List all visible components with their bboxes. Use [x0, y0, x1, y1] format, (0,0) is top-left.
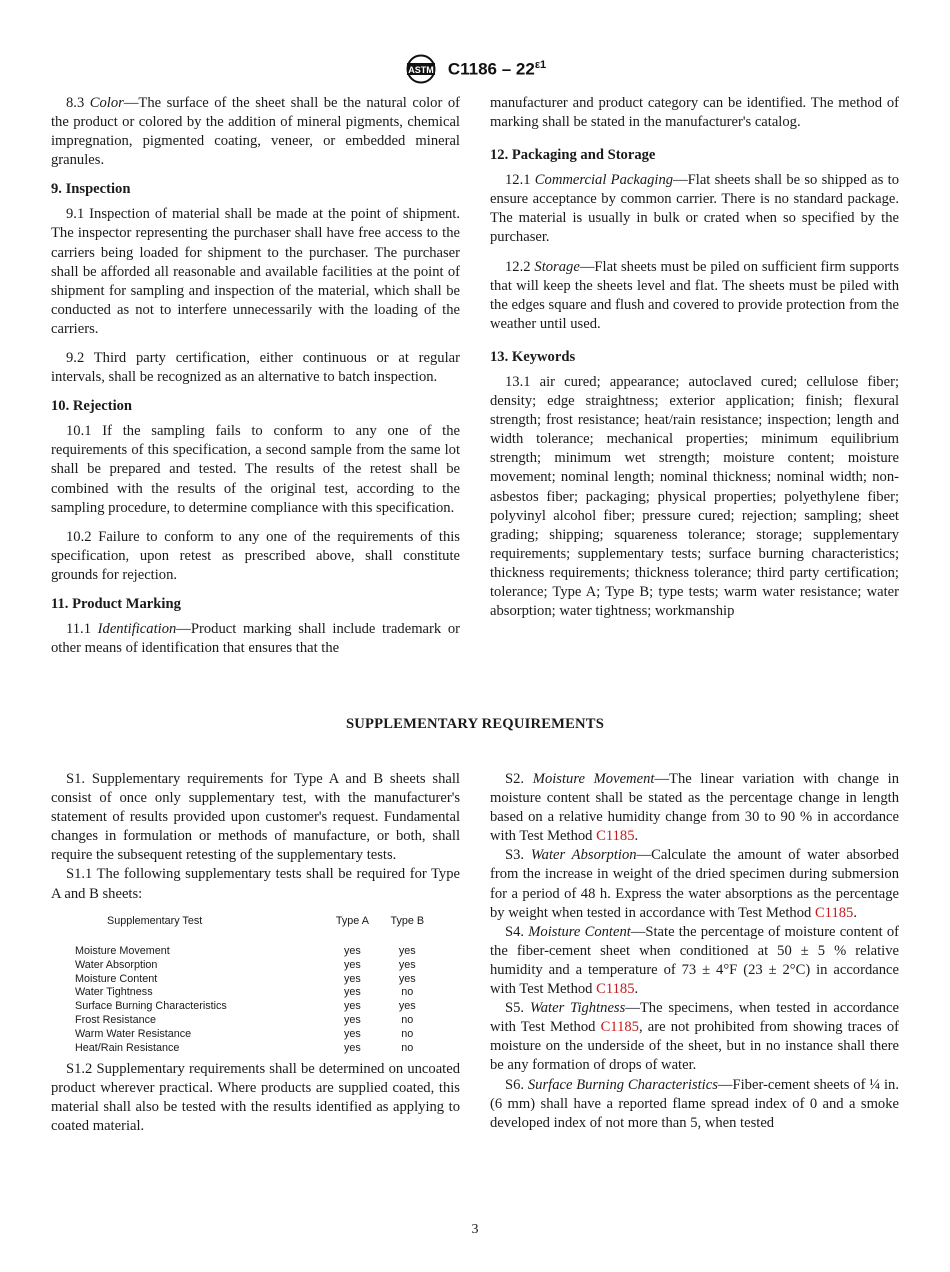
- cell-type-a: yes: [344, 1000, 361, 1013]
- table-row: [75, 945, 435, 959]
- section-9-heading: 9. Inspection: [51, 181, 131, 198]
- cell-type-b: no: [401, 1042, 414, 1055]
- cell-test: Frost Resistance: [75, 1014, 157, 1027]
- paragraph-s5: S5. Water Tightness—The specimens, when tested in accordance with Test Method C1185, are not prohibited from showing traces of moisture on the underside of the sheet, but in no instance shall there be any formation of drops of water.: [490, 1000, 899, 1074]
- supplementary-tests-table: [75, 912, 435, 1056]
- column-header: Supplementary Test: [107, 914, 203, 927]
- supplementary-requirements-heading: SUPPLEMENTARY REQUIREMENTS: [345, 716, 605, 732]
- c1185-link[interactable]: C1185: [600, 1019, 639, 1036]
- cell-type-b: yes: [398, 958, 416, 971]
- cell-type-a: yes: [344, 1014, 361, 1027]
- section-12-heading: 12. Packaging and Storage: [490, 147, 656, 164]
- left-column-bottom: [51, 770, 460, 1136]
- paragraph-10-2: 10.2 Failure to conform to any one of the requirements of this specification, upon retest as prescribed above, shall constitute grounds for rejection.: [51, 528, 460, 583]
- c1185-link[interactable]: C1185: [596, 828, 635, 845]
- astm-logo: [404, 54, 438, 84]
- cell-type-b: yes: [398, 944, 416, 957]
- paragraph-8-3: 8.3 Color—The surface of the sheet shall be the natural color of the product or colored by the addition of mineral pigments, chemical impregnation, pigmented coating, veneer, or embedded mineral granules.: [51, 95, 460, 169]
- svg-text:ASTM: ASTM: [408, 65, 434, 75]
- cell-type-a: yes: [344, 958, 361, 971]
- document-designation: $C1186 - 22^{\varepsilon 1}$: [447, 58, 547, 79]
- section-13-heading: 13. Keywords: [490, 348, 576, 365]
- paragraph-12-1: 12.1 Commercial Packaging—Flat sheets shall be so shipped as to ensure acceptance by common carrier. There is no standard package. The material is usually in bulk or crated when so specified by the purchaser.: [490, 172, 899, 246]
- cell-type-a: yes: [344, 1042, 361, 1055]
- table-row: [75, 1000, 435, 1014]
- c1185-link[interactable]: C1185: [814, 904, 854, 921]
- left-column-top: [51, 94, 460, 658]
- column-header: Type B: [390, 914, 425, 927]
- paragraph-11-1-continued: manufacturer and product category can be identified. The method of marking shall be stated in the manufacturer's catalog.: [490, 95, 899, 131]
- table-row: [75, 959, 435, 973]
- paragraph-9-1: 9.1 Inspection of material shall be made at the point of shipment. The inspector representing the purchaser shall have free access to the carriers being loaded for shipment to the purchaser. The purchaser shall be afforded all reasonable and available facilities at the point of shipment for sampling and inspection of the material, which shall be conducted as not to interfere unnecessarily with the loading of the carriers.: [51, 206, 460, 337]
- section-10-heading: 10. Rejection: [51, 398, 133, 415]
- cell-type-a: yes: [344, 972, 361, 985]
- cell-type-b: yes: [398, 1000, 416, 1013]
- section-11-heading: 11. Product Marking: [51, 595, 181, 612]
- paragraph-9-2: 9.2 Third party certification, either continuous or at regular intervals, shall be recognized as an alternative to batch inspection.: [51, 350, 460, 386]
- paragraph-s6: S6. Surface Burning Characteristics—Fiber-cement sheets of ¼ in. (6 mm) shall have a reported flame spread index of 0 and a smoke developed index of not more than 5, when tested: [490, 1076, 899, 1131]
- cell-test: Moisture Movement: [75, 944, 170, 957]
- right-column-bottom: [490, 770, 899, 1133]
- paragraph-11-1: 11.1 Identification—Product marking shall include trademark or other means of identification that ensures that the: [51, 620, 460, 657]
- cell-type-a: yes: [344, 944, 361, 957]
- cell-test: Warm Water Resistance: [75, 1028, 192, 1041]
- table-row: [75, 1042, 435, 1056]
- page-number: 3: [471, 1222, 479, 1237]
- cell-type-b: yes: [398, 972, 416, 985]
- paragraph-s1: S1. Supplementary requirements for Type A and B sheets shall consist of once only supplementary test, with the manufacturer's statement of results provided upon customer's request. Fundamental changes in formulation or methods of manufacture, or both, shall require the subsequent retesting of the supplementary tests.: [51, 771, 460, 864]
- table-row: [75, 986, 435, 1000]
- page-header: [0, 54, 950, 84]
- right-column-top: [490, 94, 899, 621]
- cell-test: Water Tightness: [75, 986, 153, 999]
- cell-test: Surface Burning Characteristics: [75, 1000, 227, 1013]
- paragraph-13-1: 13.1 air cured; appearance; autoclaved cured; cellulose fiber; density; edge straightness; exterior application; finish; flexural strength; frost resistance; heat/rain resistance; inspection; length and width tolerance; mechanical properties; minimum equilibrium strength; minimum wet strength; moisture content; moisture movement; nominal length; nominal thickness; nominal width; non-asbestos fiber; packaging; physical properties; polyethylene fiber; polyvinyl alcohol fiber; pressure cured; rejection; sampling; sheet grading; shipping; squareness tolerance; storage; supplementary requirements; supplementary tests; surface burning characteristics; thickness requirements; thickness tolerance; third party certification; tolerance; Type A; Type B; type tests; warm water resistance; water absorption; water tightness; workmanship: [490, 373, 899, 620]
- paragraph-s1-1: S1.1 The following supplementary tests shall be required for Type A and B sheets:: [51, 866, 460, 902]
- cell-type-b: no: [401, 986, 414, 999]
- cell-test: Water Absorption: [75, 958, 158, 971]
- paragraph-12-2: 12.2 Storage—Flat sheets must be piled on sufficient firm supports that will keep the sheets level and flat. The sheets must be piled with the edges square and flush and covered to provide protection from the weather until used.: [490, 258, 900, 332]
- cell-test: Heat/Rain Resistance: [75, 1042, 180, 1055]
- cell-type-b: no: [401, 1014, 414, 1027]
- paragraph-10-1: 10.1 If the sampling fails to conform to any one of the requirements of this specification, a second sample from the same lot shall be prepared and tested. The results of the retest shall be combined with the results of the original test, according to the sampling procedure, to determine compliance with this specification.: [51, 423, 460, 516]
- paragraph-s4: S4. Moisture Content—State the percentage of moisture content of the fiber-cement sheet when conditioned at 50 ± 5 % relative humidity and a temperature of 73 ± 4°F (23 ± 2°C) in accordance with Test Method C1185.: [490, 923, 899, 998]
- cell-type-a: yes: [344, 1028, 361, 1041]
- table-row: [75, 973, 435, 987]
- paragraph-s2: S2. Moisture Movement—The linear variation with change in moisture content shall be stated as the percentage change in length based on a relative humidity change from 30 to 90 % in accordance with Test Method C1185.: [490, 771, 899, 845]
- table-row: [75, 1014, 435, 1028]
- paragraph-s1-2: S1.2 Supplementary requirements shall be determined on uncoated product wherever practical. Where products are supplied coated, this material shall also be tested with the results identified as applying to coated material.: [51, 1061, 460, 1135]
- c1185-link[interactable]: C1185: [596, 981, 635, 998]
- table-header-row: [75, 912, 435, 945]
- column-header: Type A: [335, 914, 369, 927]
- paragraph-s3: S3. Water Absorption—Calculate the amount of water absorbed from the increase in weight of the dried specimen during submersion for a period of 48 h. Express the water absorptions as the percentage by weight when tested in accordance with Test Method C1185.: [490, 847, 899, 921]
- table-row: [75, 1028, 435, 1042]
- cell-type-b: no: [401, 1028, 414, 1041]
- cell-test: Moisture Content: [75, 972, 158, 985]
- cell-type-a: yes: [344, 986, 361, 999]
